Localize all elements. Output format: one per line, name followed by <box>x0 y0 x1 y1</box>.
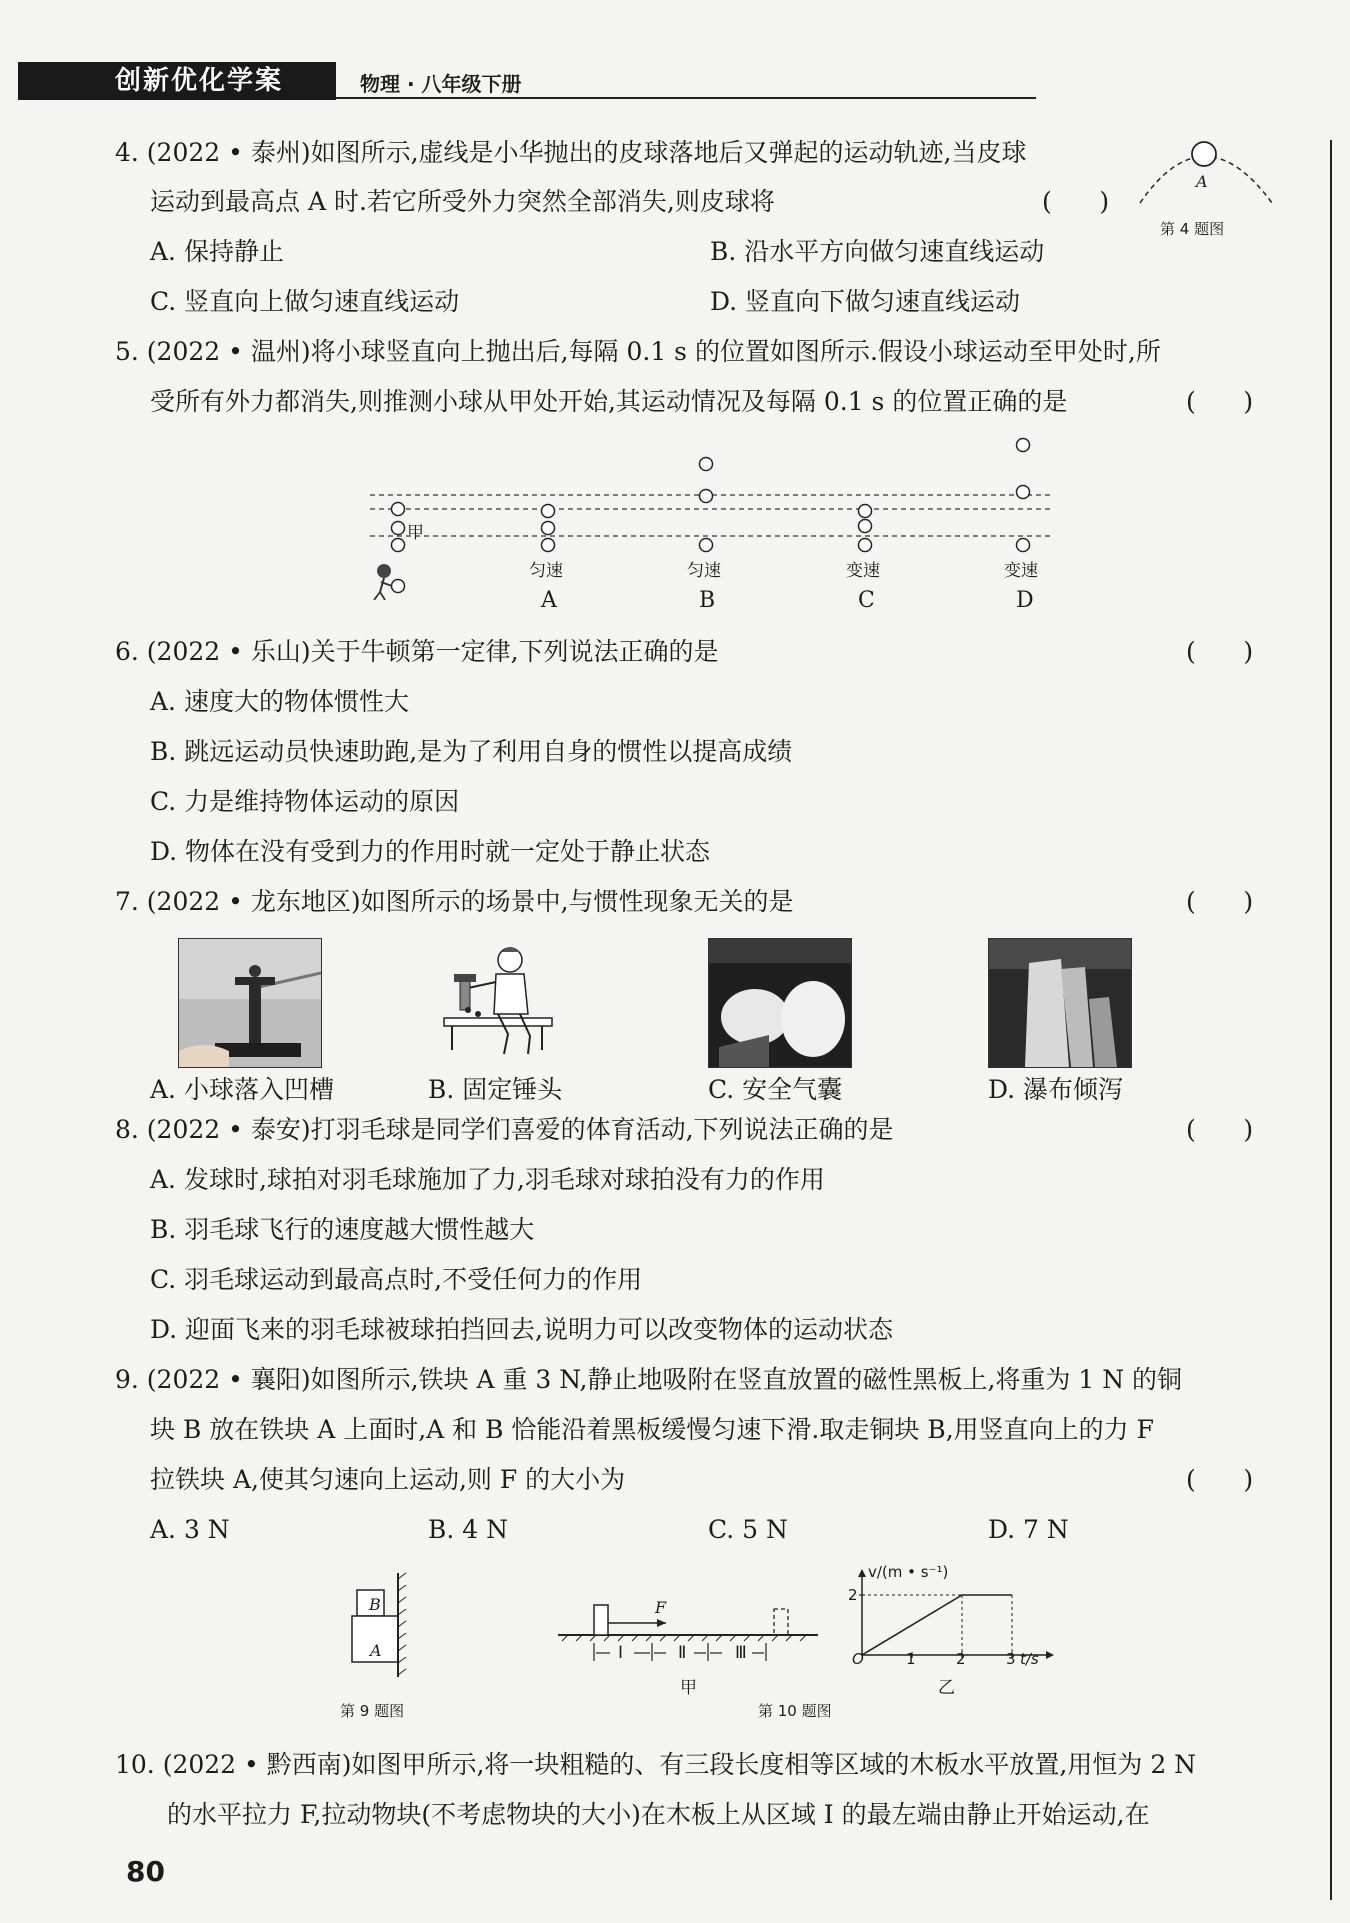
q5-letter-c: C <box>858 588 875 613</box>
q9-option-c: C. 5 N <box>708 1515 788 1544</box>
q10-x-tick-3: 3 <box>1006 1650 1016 1668</box>
ball-jia <box>392 539 405 552</box>
q7-photo-airbag <box>708 938 852 1068</box>
q10-origin-label: O <box>852 1650 864 1668</box>
option-b-ball <box>700 539 713 552</box>
option-a-ball <box>542 505 555 518</box>
option-b-ball <box>700 490 713 503</box>
q10-stem-line2: 的水平拉力 F,拉动物块(不考虑物块的大小)在木板上从区域 Ⅰ 的最左端由静止开始运动,在 <box>167 1800 1150 1829</box>
q7-drawing-fixing-hammer <box>438 938 558 1066</box>
q5-jia-label: 甲 <box>407 523 424 543</box>
q4-stem-line1: 4. (2022 • 泰州)如图所示,虚线是小华抛出的皮球落地后又弹起的运动轨迹,当皮球 <box>115 138 1027 167</box>
q7-answer-bracket: ( ) <box>1186 887 1254 916</box>
q6-stem: 6. (2022 • 乐山)关于牛顿第一定律,下列说法正确的是 <box>115 637 719 666</box>
q5-letter-a: A <box>541 588 557 613</box>
option-c-ball <box>859 505 872 518</box>
q7-option-d: D. 瀑布倾泻 <box>988 1075 1124 1104</box>
q9-label-a: A <box>370 1641 382 1660</box>
q9-stem-line2: 块 B 放在铁块 A 上面时,A 和 B 恰能沿着黑板缓慢匀速下滑.取走铜块 B,用竖直向上的力 F <box>150 1415 1154 1444</box>
q9-blocks-on-board-figure <box>340 1565 430 1685</box>
q10-force-label: F <box>655 1598 667 1617</box>
thrower-ball <box>392 580 405 593</box>
option-d-ball <box>1017 439 1030 452</box>
q9-stem-line1: 9. (2022 • 襄阳)如图所示,铁块 A 重 3 N,静止地吸附在竖直放置的磁性黑板上,将重为 1 N 的铜 <box>115 1365 1183 1394</box>
q7-stem: 7. (2022 • 龙东地区)如图所示的场景中,与惯性现象无关的是 <box>115 887 794 916</box>
q5-motion-a: 匀速 <box>529 561 563 581</box>
q5-motion-d: 变速 <box>1004 561 1038 581</box>
q8-option-b: B. 羽毛球飞行的速度越大惯性越大 <box>150 1215 535 1244</box>
option-a-ball <box>542 522 555 535</box>
q6-answer-bracket: ( ) <box>1186 637 1254 666</box>
q10-axis-x-label: t/s <box>1020 1650 1039 1668</box>
q5-motion-c: 变速 <box>846 561 880 581</box>
q10-region-2: Ⅱ <box>678 1643 687 1663</box>
header-rule <box>336 97 1036 99</box>
q10-stem-line1: 10. (2022 • 黔西南)如图甲所示,将一块粗糙的、有三段长度相等区域的木板水平放置,用恒为 2 N <box>115 1750 1197 1779</box>
q5-letter-d: D <box>1016 588 1034 613</box>
ball <box>392 522 405 535</box>
velocity-series-line <box>862 1595 1012 1655</box>
q4-trajectory-figure <box>1132 128 1280 208</box>
child-thrower-icon <box>374 564 392 600</box>
q5-letter-b: B <box>699 588 716 613</box>
q7-option-a: A. 小球落入凹槽 <box>150 1075 334 1104</box>
page-number: 80 <box>126 1855 165 1888</box>
q9-option-a: A. 3 N <box>150 1515 230 1544</box>
q9-option-d: D. 7 N <box>988 1515 1069 1544</box>
q5-stem-line2: 受所有外力都消失,则推测小球从甲处开始,其运动情况及每隔 0.1 s 的位置正确的是 <box>150 387 1068 416</box>
q9-label-b: B <box>369 1595 381 1614</box>
q9-option-b: B. 4 N <box>428 1515 508 1544</box>
q5-stem-line1: 5. (2022 • 温州)将小球竖直向上抛出后,每隔 0.1 s 的位置如图所示.假设小球运动至甲处时,所 <box>115 337 1161 366</box>
q4-answer-bracket: ( ) <box>1042 187 1110 216</box>
q10-region-1: Ⅰ <box>618 1643 624 1663</box>
q6-option-a: A. 速度大的物体惯性大 <box>150 687 409 716</box>
q8-stem: 8. (2022 • 泰安)打羽毛球是同学们喜爱的体育活动,下列说法正确的是 <box>115 1115 894 1144</box>
q10-x-tick-2: 2 <box>956 1650 966 1668</box>
q4-option-d: D. 竖直向下做匀速直线运动 <box>710 287 1021 316</box>
q6-option-d: D. 物体在没有受到力的作用时就一定处于静止状态 <box>150 837 711 866</box>
q10-jia-label: 甲 <box>680 1678 697 1698</box>
q7-photo-ball-groove <box>178 938 322 1068</box>
page-edge-rule <box>1330 140 1332 1900</box>
block-end-dashed <box>774 1609 788 1635</box>
option-a-ball <box>542 539 555 552</box>
q6-option-c: C. 力是维持物体运动的原因 <box>150 787 460 816</box>
q10-x-tick-1: 1 <box>906 1650 916 1668</box>
q5-answer-bracket: ( ) <box>1186 387 1254 416</box>
q10-region-3: Ⅲ <box>735 1643 747 1663</box>
option-b-ball <box>700 458 713 471</box>
q4-point-A: A <box>1196 172 1208 191</box>
option-c-ball <box>859 539 872 552</box>
q8-answer-bracket: ( ) <box>1186 1115 1254 1144</box>
q5-motion-b: 匀速 <box>687 561 721 581</box>
q4-figure-caption: 第 4 题图 <box>1160 220 1225 238</box>
q4-option-a: A. 保持静止 <box>150 237 284 266</box>
option-d-ball <box>1017 539 1030 552</box>
book-subject: 物理 · 八年级下册 <box>360 72 522 96</box>
q10-y-tick-2: 2 <box>848 1586 858 1604</box>
q8-option-a: A. 发球时,球拍对羽毛球施加了力,羽毛球对球拍没有力的作用 <box>150 1165 825 1194</box>
option-d-ball <box>1017 486 1030 499</box>
q9-figure-caption: 第 9 题图 <box>340 1702 405 1720</box>
q7-photo-waterfall <box>988 938 1132 1068</box>
option-c-ball <box>859 520 872 533</box>
q9-answer-bracket: ( ) <box>1186 1465 1254 1494</box>
q4-option-b: B. 沿水平方向做匀速直线运动 <box>710 237 1045 266</box>
book-brand: 创新优化学案 <box>115 66 284 96</box>
q4-stem-line2: 运动到最高点 A 时.若它所受外力突然全部消失,则皮球将 <box>150 187 775 216</box>
q10-yi-label: 乙 <box>938 1678 955 1698</box>
q10-figure-caption: 第 10 题图 <box>758 1702 832 1720</box>
q7-option-c: C. 安全气囊 <box>708 1075 843 1104</box>
q6-option-b: B. 跳远运动员快速助跑,是为了利用自身的惯性以提高成绩 <box>150 737 793 766</box>
ball-at-top <box>1192 142 1216 166</box>
q8-option-d: D. 迎面飞来的羽毛球被球拍挡回去,说明力可以改变物体的运动状态 <box>150 1315 893 1344</box>
q4-option-c: C. 竖直向上做匀速直线运动 <box>150 287 460 316</box>
q7-option-b: B. 固定锤头 <box>428 1075 563 1104</box>
q10-axis-y-label: v/(m • s⁻¹) <box>868 1563 949 1581</box>
q8-option-c: C. 羽毛球运动到最高点时,不受任何力的作用 <box>150 1265 643 1294</box>
q10-board-figure <box>556 1595 822 1665</box>
ball <box>392 503 405 516</box>
q9-stem-line3: 拉铁块 A,使其匀速向上运动,则 F 的大小为 <box>150 1465 626 1494</box>
block-start <box>594 1605 608 1635</box>
